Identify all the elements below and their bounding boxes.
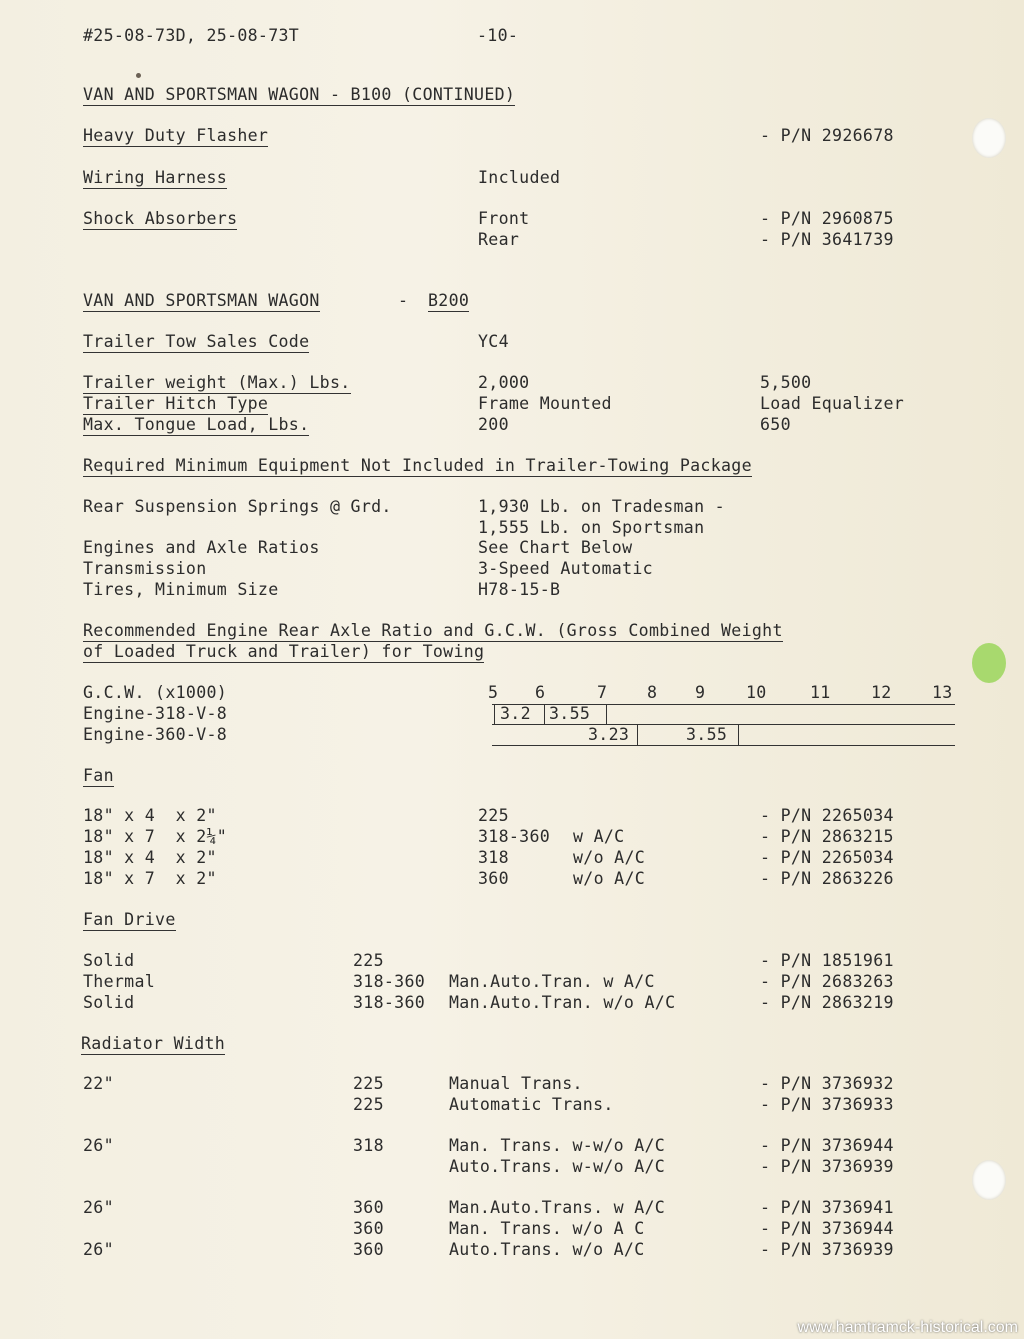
chart-divider-3: [606, 704, 607, 725]
fan-drive-row-2-engine: 318-360: [353, 972, 426, 991]
shocks-label: Shock Absorbers: [83, 209, 238, 228]
fan-drive-row-1-part-number: - P/N 1851961: [760, 951, 894, 970]
fan-drive-row-1-engine: 225: [353, 951, 384, 970]
shocks-front-label: Front: [478, 209, 530, 228]
shocks-rear-label: Rear: [478, 230, 520, 249]
radiator-row-2-engine: 225: [353, 1095, 384, 1114]
trailer-weight-value-2: 5,500: [760, 373, 812, 392]
engine-318-label: Engine-318-V-8: [83, 704, 228, 723]
trailer-weight-label: Trailer weight (Max.) Lbs.: [83, 373, 351, 392]
sales-code-label: Trailer Tow Sales Code: [83, 332, 310, 351]
required-equipment-title: Required Minimum Equipment Not Included in Trailer-Towing Package: [83, 456, 752, 475]
gcw-value-7: 7: [597, 683, 608, 702]
tires-label: Tires, Minimum Size: [83, 580, 279, 599]
radiator-row-5-engine: 360: [353, 1198, 384, 1217]
harness-label: Wiring Harness: [83, 168, 228, 187]
radiator-row-3-width: 26": [83, 1136, 114, 1155]
fan-row-1-engine: 225: [478, 806, 509, 825]
chart-line-middle: [492, 724, 955, 725]
chart-divider-1: [494, 704, 495, 725]
radiator-row-3-desc: Man. Trans. w-w/o A/C: [449, 1136, 666, 1155]
fan-row-1-part-number: - P/N 2265034: [760, 806, 894, 825]
engines-label: Engines and Axle Ratios: [83, 538, 320, 557]
flasher-part-number: - P/N 2926678: [760, 126, 894, 145]
radiator-row-3-engine: 318: [353, 1136, 384, 1155]
harness-value: Included: [478, 168, 561, 187]
fan-row-1-size: 18" x 4 x 2": [83, 806, 217, 825]
fan-row-3-size: 18" x 4 x 2": [83, 848, 217, 867]
fan-drive-row-3-desc: Man.Auto.Tran. w/o A/C: [449, 993, 676, 1012]
radiator-row-5-desc: Man.Auto.Trans. w A/C: [449, 1198, 666, 1217]
fan-drive-row-3-engine: 318-360: [353, 993, 426, 1012]
radiator-row-5-width: 26": [83, 1198, 114, 1217]
watermark: www.hamtramck-historical.com: [797, 1319, 1018, 1336]
radiator-title: Radiator Width: [81, 1034, 226, 1053]
fan-drive-title: Fan Drive: [83, 910, 176, 929]
gcw-value-13: 13: [932, 683, 953, 702]
gcw-value-10: 10: [746, 683, 767, 702]
fan-row-2-ac: w A/C: [573, 827, 625, 846]
radiator-row-7-width: 26": [83, 1240, 114, 1259]
ink-speck: [136, 73, 141, 78]
fan-row-2-size: 18" x 7 x 2¼": [83, 827, 228, 846]
flasher-label: Heavy Duty Flasher: [83, 126, 269, 145]
tongue-load-value-1: 200: [478, 415, 509, 434]
punch-hole-bottom: [972, 1160, 1006, 1200]
fan-drive-row-3-type: Solid: [83, 993, 135, 1012]
gcw-value-11: 11: [810, 683, 831, 702]
engine-318-ratio-2: 3.55: [549, 704, 591, 723]
fan-row-3-part-number: - P/N 2265034: [760, 848, 894, 867]
fan-drive-row-2-part-number: - P/N 2683263: [760, 972, 894, 991]
engine-360-label: Engine-360-V-8: [83, 725, 228, 744]
section-title-b100: VAN AND SPORTSMAN WAGON - B100 (CONTINUED): [83, 85, 516, 104]
radiator-row-5-part-number: - P/N 3736941: [760, 1198, 894, 1217]
ratio-title-line-2: of Loaded Truck and Trailer) for Towing: [83, 642, 485, 661]
fan-drive-row-2-desc: Man.Auto.Tran. w A/C: [449, 972, 655, 991]
radiator-row-7-part-number: - P/N 3736939: [760, 1240, 894, 1259]
fan-row-2-engine: 318-360: [478, 827, 551, 846]
fan-drive-row-2-type: Thermal: [83, 972, 156, 991]
radiator-row-1-desc: Manual Trans.: [449, 1074, 583, 1093]
section-title-b200-dash: -: [398, 291, 409, 310]
tongue-load-value-2: 650: [760, 415, 791, 434]
gcw-label: G.C.W. (x1000): [83, 683, 228, 702]
radiator-row-7-engine: 360: [353, 1240, 384, 1259]
tongue-load-label: Max. Tongue Load, Lbs.: [83, 415, 310, 434]
radiator-row-1-part-number: - P/N 3736932: [760, 1074, 894, 1093]
radiator-row-2-desc: Automatic Trans.: [449, 1095, 614, 1114]
chart-divider-5: [738, 725, 739, 745]
gcw-value-12: 12: [871, 683, 892, 702]
punch-hole-middle: [972, 643, 1006, 683]
springs-value-1: 1,930 Lb. on Tradesman -: [478, 497, 725, 516]
chart-line-bottom: [492, 745, 955, 746]
hitch-type-label: Trailer Hitch Type: [83, 394, 269, 413]
fan-row-4-part-number: - P/N 2863226: [760, 869, 894, 888]
trailer-weight-value-1: 2,000: [478, 373, 530, 392]
sales-code-value: YC4: [478, 332, 509, 351]
radiator-row-4-part-number: - P/N 3736939: [760, 1157, 894, 1176]
springs-value-2: 1,555 Lb. on Sportsman: [478, 518, 705, 537]
fan-row-3-ac: w/o A/C: [573, 848, 646, 867]
radiator-row-4-desc: Auto.Trans. w-w/o A/C: [449, 1157, 666, 1176]
punch-hole-top: [972, 118, 1006, 158]
transmission-value: 3-Speed Automatic: [478, 559, 653, 578]
fan-row-2-part-number: - P/N 2863215: [760, 827, 894, 846]
fan-drive-row-1-type: Solid: [83, 951, 135, 970]
radiator-row-3-part-number: - P/N 3736944: [760, 1136, 894, 1155]
gcw-value-9: 9: [695, 683, 706, 702]
ratio-title-line-1: Recommended Engine Rear Axle Ratio and G.C.W. (Gross Combined Weight: [83, 621, 783, 640]
section-title-b200-model: B200: [428, 291, 470, 310]
chart-divider-2: [544, 704, 545, 725]
tires-value: H78-15-B: [478, 580, 561, 599]
radiator-row-1-engine: 225: [353, 1074, 384, 1093]
gcw-value-8: 8: [647, 683, 658, 702]
transmission-label: Transmission: [83, 559, 207, 578]
radiator-row-6-engine: 360: [353, 1219, 384, 1238]
engines-value: See Chart Below: [478, 538, 633, 557]
gcw-value-6: 6: [535, 683, 546, 702]
springs-label: Rear Suspension Springs @ Grd.: [83, 497, 392, 516]
fan-title: Fan: [83, 766, 114, 785]
engine-318-ratio-1: 3.2: [500, 704, 531, 723]
fan-row-3-engine: 318: [478, 848, 509, 867]
document-number: #25-08-73D, 25-08-73T: [83, 26, 300, 45]
gcw-value-5: 5: [488, 683, 499, 702]
page-number: -10-: [477, 26, 519, 45]
radiator-row-6-part-number: - P/N 3736944: [760, 1219, 894, 1238]
fan-row-4-engine: 360: [478, 869, 509, 888]
hitch-type-value-2: Load Equalizer: [760, 394, 905, 413]
shocks-front-part-number: - P/N 2960875: [760, 209, 894, 228]
engine-360-ratio-1: 3.23: [588, 725, 630, 744]
fan-drive-row-3-part-number: - P/N 2863219: [760, 993, 894, 1012]
engine-360-ratio-2: 3.55: [686, 725, 728, 744]
fan-row-4-size: 18" x 7 x 2": [83, 869, 217, 888]
radiator-row-1-width: 22": [83, 1074, 114, 1093]
chart-divider-4: [637, 725, 638, 745]
fan-row-4-ac: w/o A/C: [573, 869, 646, 888]
hitch-type-value-1: Frame Mounted: [478, 394, 612, 413]
section-title-b200: VAN AND SPORTSMAN WAGON: [83, 291, 320, 310]
radiator-row-2-part-number: - P/N 3736933: [760, 1095, 894, 1114]
radiator-row-7-desc: Auto.Trans. w/o A/C: [449, 1240, 645, 1259]
shocks-rear-part-number: - P/N 3641739: [760, 230, 894, 249]
chart-line-top: [492, 704, 955, 705]
radiator-row-6-desc: Man. Trans. w/o A C: [449, 1219, 645, 1238]
